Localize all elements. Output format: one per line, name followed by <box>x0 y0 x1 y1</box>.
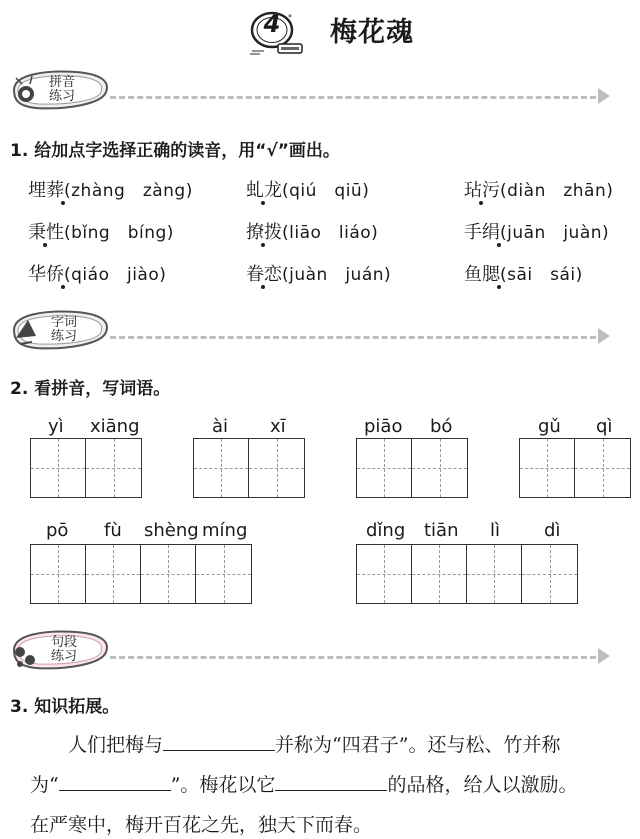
pinyin-choice-item <box>28 260 166 286</box>
choice-options[interactable]: (bǐng bíng) <box>64 223 174 243</box>
writing-cell[interactable] <box>249 439 304 497</box>
pinyin-label: dǐng <box>366 520 406 541</box>
writing-cell[interactable] <box>357 545 412 603</box>
page-title: 梅花魂 <box>330 17 414 48</box>
writing-cell[interactable] <box>31 439 86 497</box>
choice-word: 玷污 <box>464 180 500 201</box>
writing-cell[interactable] <box>357 439 412 497</box>
pinyin-choice-item <box>464 260 583 286</box>
writing-grid <box>356 544 578 604</box>
pinyin-label: pō <box>46 520 69 541</box>
pinyin-choice-item <box>246 176 369 202</box>
writing-cell[interactable] <box>86 545 141 603</box>
writing-grid <box>30 438 142 498</box>
paragraph-line-1: 人们把梅与 并称为“四君子”。还与松、竹并称 <box>68 734 561 756</box>
pinyin-label: shèng <box>144 520 199 541</box>
pinyin-label: qì <box>596 416 613 437</box>
writing-cell[interactable] <box>520 439 575 497</box>
writing-cell[interactable] <box>31 545 86 603</box>
emphasis-dot <box>261 285 265 289</box>
emphasis-dot <box>497 243 501 247</box>
question-1-title: 1. 给加点字选择正确的读音，用“√”画出。 <box>10 141 340 161</box>
choice-word: 华侨 <box>28 264 64 285</box>
banner-arrow-icon <box>598 88 610 104</box>
writing-cell[interactable] <box>86 439 141 497</box>
word-practice-banner <box>6 308 634 352</box>
pinyin-label: ài <box>212 416 229 437</box>
choice-word: 秉性 <box>28 222 64 243</box>
choice-options[interactable]: (liāo liáo) <box>282 223 379 243</box>
banner-dashed-line <box>110 656 596 659</box>
choice-options[interactable]: (diàn zhān) <box>500 181 614 201</box>
pinyin-choice-item <box>464 218 609 244</box>
emphasis-dot <box>261 243 265 247</box>
writing-grid <box>356 438 468 498</box>
pinyin-choice-item <box>246 260 391 286</box>
question-2-title: 2. 看拼音，写词语。 <box>10 379 171 399</box>
emphasis-dot <box>261 201 265 205</box>
banner-label-line1: 句段 <box>50 635 77 650</box>
emphasis-dot <box>479 201 483 205</box>
choice-word: 鱼腮 <box>464 264 500 285</box>
writing-cell[interactable] <box>196 545 251 603</box>
writing-cell[interactable] <box>575 439 630 497</box>
paragraph-line-3: 在严寒中，梅开百花之先，独天下而春。 <box>30 814 373 836</box>
banner-label-line2: 练习 <box>50 329 77 344</box>
banner-dashed-line <box>110 96 596 99</box>
pinyin-choice-item <box>28 218 174 244</box>
pinyin-label: fù <box>104 520 122 541</box>
pinyin-label: dì <box>544 520 561 541</box>
banner-label-line1: 拼音 <box>48 75 75 90</box>
answer-blank[interactable] <box>275 772 387 791</box>
pinyin-label: tiān <box>424 520 459 541</box>
choice-word: 撩拨 <box>246 222 282 243</box>
choice-options[interactable]: (zhàng zàng) <box>64 181 193 201</box>
banner-label-line2: 练习 <box>48 89 75 104</box>
choice-word: 埋葬 <box>28 180 64 201</box>
banner-arrow-icon <box>598 648 610 664</box>
writing-grid <box>30 544 252 604</box>
pinyin-label: bó <box>430 416 453 437</box>
choice-word: 虬龙 <box>246 180 282 201</box>
writing-cell[interactable] <box>412 439 467 497</box>
pinyin-choice-item <box>464 176 613 202</box>
question-3-title: 3. 知识拓展。 <box>10 697 120 717</box>
pinyin-label: míng <box>202 520 248 541</box>
emphasis-dot <box>61 285 65 289</box>
sentence-practice-banner <box>6 628 634 672</box>
answer-blank[interactable] <box>59 772 171 791</box>
pinyin-label: gǔ <box>538 416 561 437</box>
pinyin-label: lì <box>490 520 501 541</box>
writing-cell[interactable] <box>522 545 577 603</box>
pinyin-choice-item <box>246 218 378 244</box>
banner-dashed-line <box>110 336 596 339</box>
writing-grid <box>193 438 305 498</box>
choice-word: 眷恋 <box>246 264 282 285</box>
pinyin-label: xiāng <box>90 416 140 437</box>
pinyin-label: piāo <box>364 416 403 437</box>
writing-cell[interactable] <box>467 545 522 603</box>
emphasis-dot <box>43 243 47 247</box>
svg-text:*: * <box>288 13 292 22</box>
writing-grid <box>519 438 631 498</box>
writing-cell[interactable] <box>412 545 467 603</box>
writing-cell[interactable] <box>141 545 196 603</box>
choice-options[interactable]: (qiú qiū) <box>282 181 370 201</box>
banner-label-line2: 练习 <box>50 649 77 664</box>
emphasis-dot <box>497 285 501 289</box>
answer-blank[interactable] <box>163 732 275 751</box>
choice-options[interactable]: (juàn juán) <box>282 265 392 285</box>
choice-options[interactable]: (qiáo jiào) <box>64 265 167 285</box>
banner-label-line1: 字词 <box>50 315 77 330</box>
lesson-number: 4 <box>263 10 281 38</box>
choice-options[interactable]: (sāi sái) <box>500 265 583 285</box>
choice-word: 手绢 <box>464 222 500 243</box>
banner-arrow-icon <box>598 328 610 344</box>
pinyin-label: xī <box>270 416 286 437</box>
pinyin-choice-item <box>28 176 193 202</box>
paragraph-line-2: 为“ ”。梅花以它 的品格，给人以激励。 <box>30 774 578 796</box>
choice-options[interactable]: (juān juàn) <box>500 223 610 243</box>
pinyin-label: yì <box>48 416 64 437</box>
pinyin-practice-banner <box>6 68 634 112</box>
writing-cell[interactable] <box>194 439 249 497</box>
emphasis-dot <box>61 201 65 205</box>
